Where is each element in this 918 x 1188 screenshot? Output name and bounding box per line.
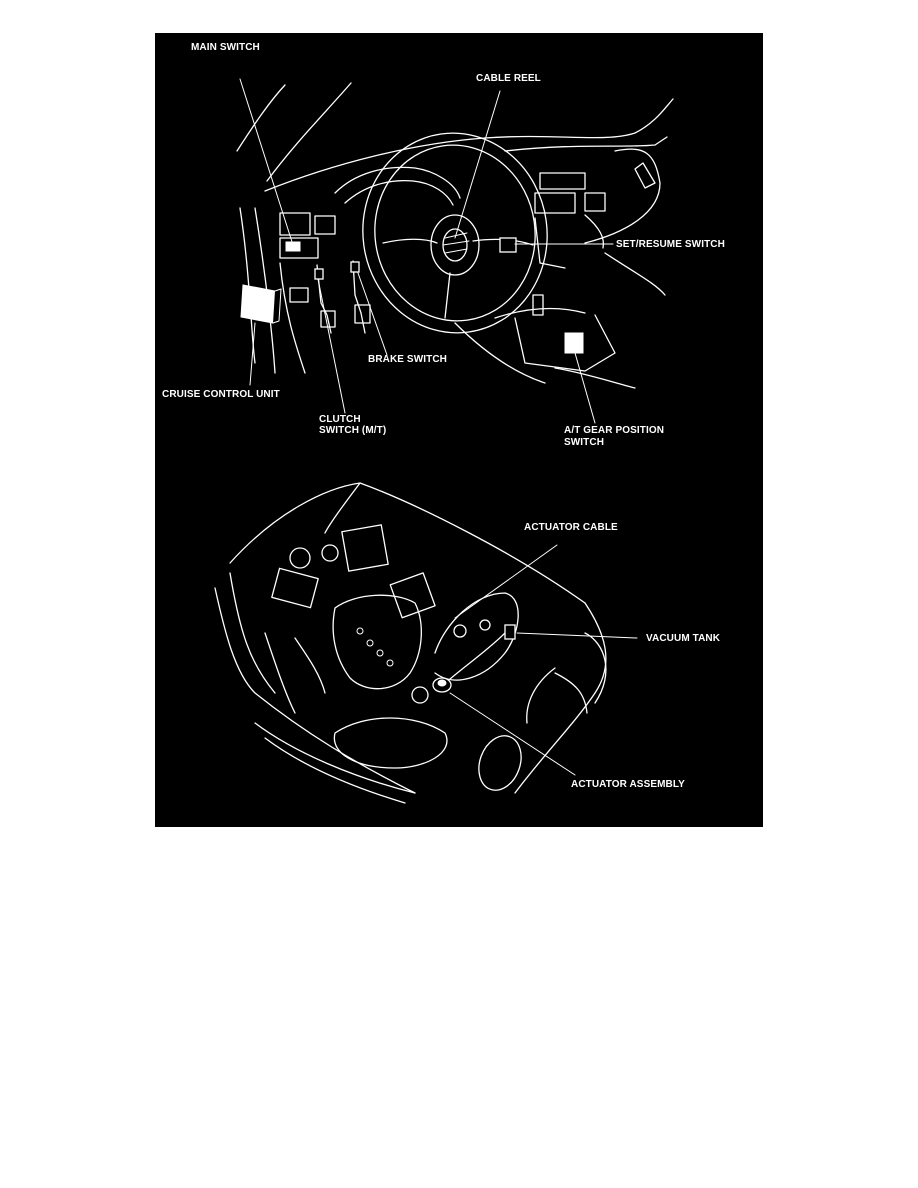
label-at-gear-line2: SWITCH <box>564 437 605 448</box>
hvac-knob <box>585 193 605 211</box>
line-art <box>155 33 763 827</box>
spark-plug-2 <box>367 640 373 646</box>
right-vent <box>635 163 655 188</box>
leader-actuator-cable <box>455 545 557 618</box>
leader-main-switch <box>240 79 293 245</box>
cruise-control-unit-box <box>241 285 275 323</box>
actuator-assembly-core <box>438 680 446 686</box>
switch-panel-box <box>280 213 310 235</box>
left-fender-2 <box>230 573 275 693</box>
reservoir-cap-2 <box>322 545 338 561</box>
battery <box>390 573 435 618</box>
engine-block <box>333 595 421 688</box>
switch-panel-box-2 <box>315 216 335 234</box>
console-front <box>535 218 565 268</box>
left-fender <box>215 588 415 793</box>
cluster-hood-2 <box>345 181 453 205</box>
clutch-switch-part <box>315 269 323 279</box>
dash-top-2 <box>505 137 667 151</box>
spark-plug-4 <box>387 660 393 666</box>
label-set-resume-switch: SET/RESUME SWITCH <box>616 239 725 250</box>
engine-pulley <box>412 687 428 703</box>
label-brake-switch: BRAKE SWITCH <box>368 354 447 365</box>
label-actuator-assembly: ACTUATOR ASSEMBLY <box>571 779 685 790</box>
main-switch-part <box>286 242 300 251</box>
hood-edge <box>230 483 585 603</box>
hvac-panel <box>535 193 575 213</box>
spark-plug-1 <box>357 628 363 634</box>
reservoir-cap <box>290 548 310 568</box>
leader-brake-switch <box>358 273 387 355</box>
glovebox-line <box>585 215 603 248</box>
component-location-diagram <box>155 33 763 827</box>
vacuum-tank-part <box>505 625 515 639</box>
passenger-trim <box>605 253 665 295</box>
at-gear-position-switch-part <box>565 333 583 353</box>
steering-hub <box>431 215 479 275</box>
spoke-bottom <box>445 273 450 318</box>
cable-bracket-2 <box>480 620 490 630</box>
cable-bracket <box>454 625 466 637</box>
radio-unit <box>540 173 585 189</box>
actuator-cable <box>440 633 505 688</box>
label-clutch-switch-line1: CLUTCH <box>319 414 361 425</box>
label-clutch-switch-line2: SWITCH (M/T) <box>319 425 387 436</box>
bumper-line-2 <box>265 738 405 803</box>
right-body <box>555 673 587 713</box>
kick-panel <box>280 263 305 373</box>
fuse-box <box>290 288 308 302</box>
label-cruise-control-unit: CRUISE CONTROL UNIT <box>162 389 280 400</box>
spark-plug-3 <box>377 650 383 656</box>
cluster-hood <box>335 167 460 198</box>
label-actuator-cable: ACTUATOR CABLE <box>524 522 618 533</box>
left-component <box>272 568 318 607</box>
dash-top <box>265 99 673 191</box>
dash-right-end <box>585 149 660 243</box>
radiator-edge <box>265 633 295 713</box>
spoke-left <box>383 239 437 243</box>
right-fender <box>515 603 606 793</box>
console-top <box>495 308 585 318</box>
brake-switch-part <box>351 262 359 272</box>
leader-lines-bottom <box>450 545 637 775</box>
shift-lever <box>533 295 543 315</box>
leader-actuator-assembly <box>450 693 575 775</box>
label-vacuum-tank: VACUUM TANK <box>646 633 721 644</box>
seat-edge-2 <box>555 368 635 388</box>
leader-vacuum-tank <box>517 633 637 638</box>
leader-cable-reel <box>455 91 500 238</box>
dashboard-illustration <box>237 83 673 388</box>
steering-wheel-inner <box>364 135 547 332</box>
label-main-switch: MAIN SWITCH <box>191 42 260 53</box>
a-pillar-line <box>237 85 285 151</box>
leader-clutch-switch <box>318 279 345 413</box>
air-box <box>342 525 388 571</box>
set-resume-switch-part <box>500 238 516 252</box>
hose-line <box>295 638 325 693</box>
leader-at-gear <box>575 353 595 423</box>
headlight <box>334 718 447 768</box>
label-cable-reel: CABLE REEL <box>476 73 541 84</box>
right-body-2 <box>527 668 555 723</box>
label-at-gear-line1: A/T GEAR POSITION <box>564 425 665 436</box>
